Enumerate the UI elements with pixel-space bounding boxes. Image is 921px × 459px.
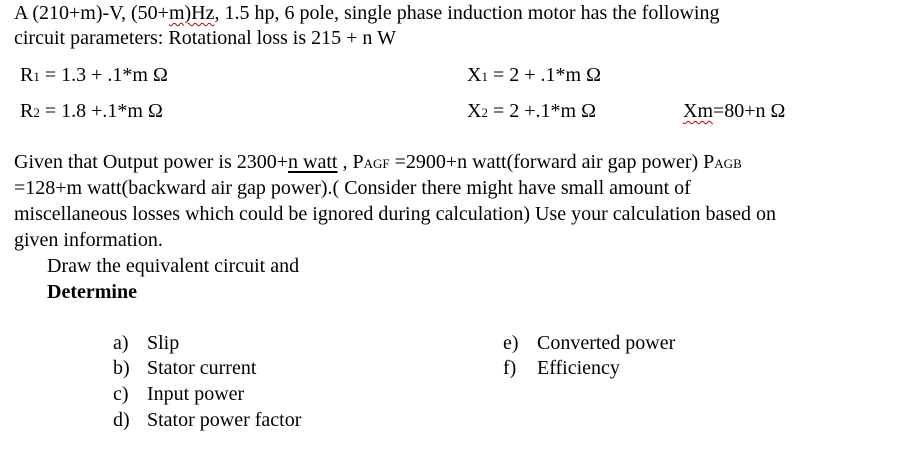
- list-item: [503, 355, 620, 381]
- r1-symbol: R: [20, 64, 34, 86]
- list-item-text: Stator current: [147, 357, 257, 379]
- list-marker: d): [113, 409, 130, 431]
- problem-title-line-2: circuit parameters: Rotational loss is 215 + n W: [14, 27, 396, 49]
- given-text-wavy: n watt: [288, 151, 338, 173]
- title-text-a: A (210+m)-V, (50+: [14, 2, 169, 24]
- x1-symbol: X: [467, 64, 482, 86]
- param-xm: [683, 98, 785, 124]
- list-item-text: Stator power factor: [147, 409, 302, 431]
- pagf-subscript: AGF: [363, 156, 390, 171]
- x2-subscript: 2: [481, 105, 488, 120]
- list-marker: c): [113, 383, 129, 405]
- title-text-wavy: m)Hz: [168, 2, 215, 24]
- param-r1: [20, 62, 168, 90]
- x1-subscript: 1: [481, 69, 488, 84]
- list-item: [113, 407, 301, 433]
- list-item: [113, 381, 244, 407]
- list-item: [113, 355, 256, 381]
- given-line-1: [14, 149, 742, 177]
- xm-value: =80+n Ω: [713, 100, 786, 122]
- param-r2: [20, 98, 163, 126]
- list-marker: b): [113, 357, 130, 379]
- r1-value: = 1.3 + .1*m Ω: [39, 64, 168, 86]
- x1-value: = 2 + .1*m Ω: [487, 64, 601, 86]
- x2-value: = 2 +.1*m Ω: [487, 100, 596, 122]
- problem-title-line-1: [14, 0, 719, 26]
- param-x2: [467, 98, 596, 126]
- x2-symbol: X: [467, 100, 482, 122]
- r1-subscript: 1: [33, 69, 40, 84]
- r2-value: = 1.8 +.1*m Ω: [39, 100, 163, 122]
- param-x1: [467, 62, 601, 90]
- list-item-text: Converted power: [537, 332, 676, 354]
- given-line-2: =128+m watt(backward air gap power).( Consider there might have small amount of: [14, 177, 691, 199]
- list-item-text: Slip: [147, 332, 180, 354]
- given-line-4: given information.: [14, 229, 163, 251]
- given-text-c: =2900+n watt(forward air gap power) P: [389, 151, 715, 173]
- list-marker: f): [503, 357, 517, 379]
- list-item: [503, 330, 675, 356]
- r2-subscript: 2: [33, 105, 40, 120]
- list-marker: e): [503, 332, 519, 354]
- title-text-b: , 1.5 hp, 6 pole, single phase induction motor has the following: [214, 2, 720, 24]
- list-item-text: Input power: [147, 383, 245, 405]
- given-line-3: miscellaneous losses which could be ignored during calculation) Use your calculation based on: [14, 203, 777, 225]
- pagb-subscript: AGB: [714, 156, 742, 171]
- list-item: [113, 330, 179, 356]
- list-item-text: Efficiency: [537, 357, 620, 379]
- instruction-determine: Determine: [47, 281, 137, 303]
- xm-symbol: Xm: [683, 100, 713, 122]
- r2-symbol: R: [20, 100, 34, 122]
- list-marker: a): [113, 332, 129, 354]
- given-text-b: , P: [337, 151, 364, 173]
- given-text-a: Given that Output power is 2300+: [14, 151, 289, 173]
- instruction-draw: Draw the equivalent circuit and: [47, 255, 300, 277]
